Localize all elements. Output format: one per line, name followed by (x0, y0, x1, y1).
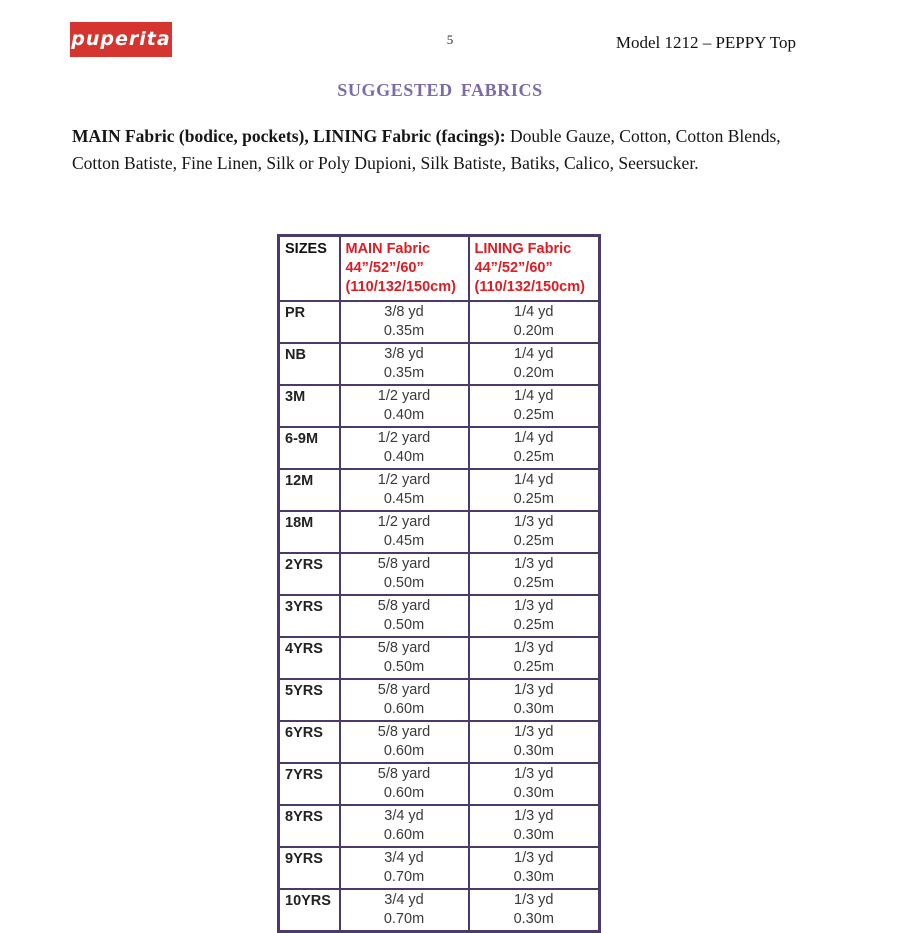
table-row (279, 511, 600, 553)
table-row (279, 721, 600, 763)
section-heading: SUGGESTED FABRICS (337, 80, 543, 100)
header-lining-line1: LINING Fabric (474, 241, 572, 257)
size-cell: 3YRS (279, 595, 340, 637)
lining-fabric-cell: 1/3 yd 0.30m (469, 847, 600, 889)
main-fabric-cell: 3/4 yd 0.70m (340, 847, 469, 889)
table-row (279, 343, 600, 385)
header-lining-fabric (469, 236, 600, 302)
size-cell: 2YRS (279, 553, 340, 595)
lining-fabric-cell: 1/3 yd 0.30m (469, 679, 600, 721)
size-cell: 3M (279, 385, 340, 427)
lining-fabric-cell: 1/3 yd 0.30m (469, 763, 600, 805)
page-number: 5 (446, 32, 454, 47)
table-row (279, 385, 600, 427)
size-cell: 8YRS (279, 805, 340, 847)
header-main-line3: (110/132/150cm) (345, 279, 456, 295)
table-header-row (279, 236, 600, 302)
main-fabric-cell: 3/4 yd 0.60m (340, 805, 469, 847)
header-main-fabric (340, 236, 469, 302)
table-row (279, 301, 600, 343)
size-cell: 7YRS (279, 763, 340, 805)
lining-fabric-cell: 1/3 yd 0.30m (469, 721, 600, 763)
table-row (279, 469, 600, 511)
size-cell: 6-9M (279, 427, 340, 469)
table-row (279, 847, 600, 889)
main-fabric-cell: 5/8 yard 0.50m (340, 553, 469, 595)
doc-title: Model 1212 – PEPPY Top (615, 33, 796, 52)
lining-fabric-cell: 1/4 yd 0.25m (469, 385, 600, 427)
header-sizes: SIZES (279, 236, 340, 302)
main-fabric-cell: 3/8 yd 0.35m (340, 343, 469, 385)
lining-fabric-cell: 1/3 yd 0.25m (469, 511, 600, 553)
table-row (279, 637, 600, 679)
header-main-line1: MAIN Fabric (345, 241, 431, 257)
lining-fabric-cell: 1/3 yd 0.25m (469, 637, 600, 679)
intro-bold: MAIN Fabric (bodice, pockets), LINING Fabric (facings): (72, 126, 506, 146)
lining-fabric-cell: 1/3 yd 0.25m (469, 595, 600, 637)
main-fabric-cell: 5/8 yard 0.60m (340, 721, 469, 763)
table-row (279, 889, 600, 932)
size-cell: PR (279, 301, 340, 343)
puperita-logo (70, 22, 172, 57)
fabric-requirements-table (277, 234, 601, 933)
table-row (279, 805, 600, 847)
main-fabric-cell: 1/2 yard 0.45m (340, 511, 469, 553)
lining-fabric-cell: 1/3 yd 0.30m (469, 805, 600, 847)
main-fabric-cell: 1/2 yard 0.40m (340, 385, 469, 427)
size-cell: NB (279, 343, 340, 385)
main-fabric-cell: 3/4 yd 0.70m (340, 889, 469, 932)
lining-fabric-cell: 1/4 yd 0.20m (469, 301, 600, 343)
lining-fabric-cell: 1/4 yd 0.25m (469, 469, 600, 511)
table-row (279, 679, 600, 721)
puperita-logo-text: puperita (71, 27, 171, 50)
size-cell: 4YRS (279, 637, 340, 679)
main-fabric-cell: 3/8 yd 0.35m (340, 301, 469, 343)
size-cell: 12M (279, 469, 340, 511)
header-main-line2: 44”/52”/60” (345, 260, 424, 276)
lining-fabric-cell: 1/3 yd 0.25m (469, 553, 600, 595)
size-cell: 5YRS (279, 679, 340, 721)
table-row (279, 427, 600, 469)
size-cell: 10YRS (279, 889, 340, 932)
table-row (279, 553, 600, 595)
intro-paragraph (72, 123, 784, 177)
main-fabric-cell: 1/2 yard 0.40m (340, 427, 469, 469)
main-fabric-cell: 5/8 yard 0.50m (340, 637, 469, 679)
main-fabric-cell: 5/8 yard 0.60m (340, 763, 469, 805)
main-fabric-cell: 5/8 yard 0.60m (340, 679, 469, 721)
header-lining-line2: 44”/52”/60” (474, 260, 553, 276)
main-fabric-cell: 1/2 yard 0.45m (340, 469, 469, 511)
size-cell: 9YRS (279, 847, 340, 889)
header-lining-line3: (110/132/150cm) (474, 279, 585, 295)
table-row (279, 763, 600, 805)
size-cell: 6YRS (279, 721, 340, 763)
table-body (279, 301, 600, 932)
lining-fabric-cell: 1/4 yd 0.20m (469, 343, 600, 385)
lining-fabric-cell: 1/3 yd 0.30m (469, 889, 600, 932)
size-cell: 18M (279, 511, 340, 553)
main-fabric-cell: 5/8 yard 0.50m (340, 595, 469, 637)
intro-rest: Double Gauze, Cotton, Cotton Blends, Cotton Batiste, Fine Linen, Silk or Poly Dupioni, Silk Batiste, Batiks, Calico, Seersucker. (72, 126, 781, 173)
lining-fabric-cell: 1/4 yd 0.25m (469, 427, 600, 469)
table-row (279, 595, 600, 637)
